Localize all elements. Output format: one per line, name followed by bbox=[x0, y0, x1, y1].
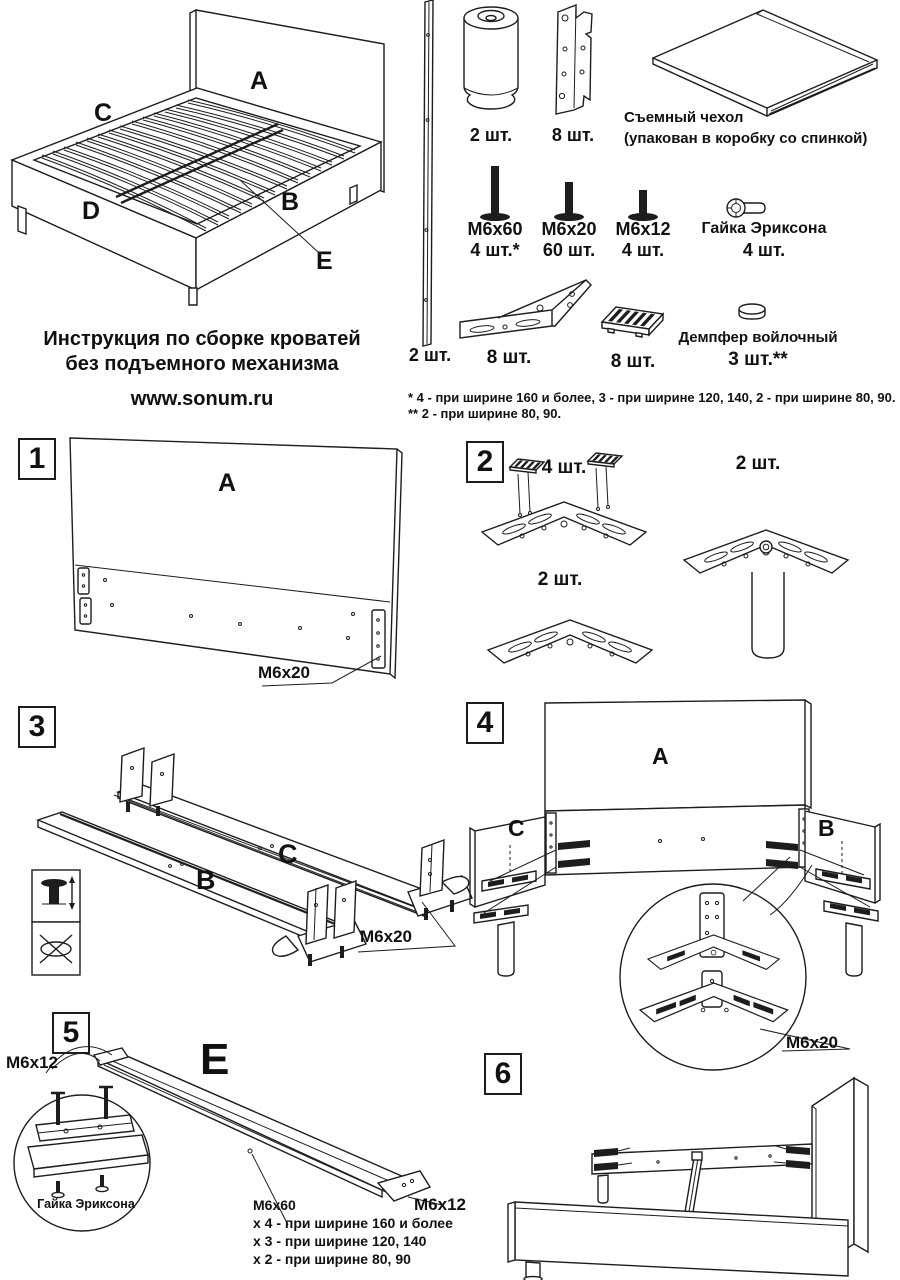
step6-drawing bbox=[480, 1062, 900, 1280]
overview-label-B: B bbox=[281, 188, 300, 216]
part-pad-qty: 8 шт. bbox=[610, 351, 656, 372]
step2-qty-pads: 4 шт. bbox=[541, 457, 587, 478]
step4-label-C: C bbox=[508, 815, 525, 841]
part-pad-drawing bbox=[600, 304, 666, 346]
step3-label-B: B bbox=[196, 865, 216, 895]
step-4-number: 4 bbox=[466, 702, 504, 744]
part-m6x20-qty: 60 шт. bbox=[542, 240, 596, 260]
step3-drawing bbox=[10, 740, 470, 995]
part-leg-drawing bbox=[462, 4, 520, 112]
step5-note-width80: х 2 - при ширине 80, 90 bbox=[253, 1251, 411, 1267]
part-nut-qty: 4 шт. bbox=[742, 240, 786, 260]
part-cover-name: Съемный чехол bbox=[624, 109, 744, 126]
step-1-number: 1 bbox=[18, 438, 56, 480]
step5-callout-m6x12-right: М6х12 bbox=[414, 1195, 466, 1214]
step-2-number: 2 bbox=[466, 441, 504, 483]
step1-label-A: A bbox=[218, 469, 237, 497]
step4-label-A: A bbox=[652, 743, 669, 769]
part-nut-drawing bbox=[726, 197, 768, 219]
bed-overview-drawing bbox=[0, 0, 430, 330]
step5-note-m6x60: М6х60 bbox=[253, 1197, 296, 1213]
step2-qty-leg-plate: 2 шт. bbox=[735, 453, 781, 474]
step1-drawing bbox=[48, 428, 460, 700]
overview-label-A: A bbox=[250, 67, 269, 95]
part-m6x12-label: М6х12 bbox=[615, 219, 671, 239]
overview-label-D: D bbox=[82, 197, 101, 225]
part-bolt-m6x20 bbox=[553, 182, 585, 224]
part-damper-qty: 3 шт.** bbox=[728, 349, 788, 370]
part-cover-note: (упакован в коробку со спинкой) bbox=[624, 130, 868, 147]
overview-label-E: E bbox=[316, 247, 333, 275]
part-bracket-qty: 8 шт. bbox=[486, 347, 532, 368]
part-m6x60-label: М6х60 bbox=[467, 219, 523, 239]
footnote-2: ** 2 - при ширине 80, 90. bbox=[408, 406, 562, 421]
step3-callout-m6x20: М6х20 bbox=[360, 927, 412, 946]
part-bracket-drawing bbox=[458, 278, 600, 348]
part-m6x60-qty: 4 шт.* bbox=[470, 240, 520, 260]
step2-qty-plate: 2 шт. bbox=[537, 569, 583, 590]
step-3-number: 3 bbox=[18, 706, 56, 748]
part-strip-qty: 2 шт. bbox=[408, 345, 452, 365]
part-strip-drawing bbox=[416, 0, 442, 350]
step3-label-C: C bbox=[278, 839, 298, 869]
part-angle-qty: 8 шт. bbox=[551, 125, 595, 145]
page-title-line2: без подъемного механизма bbox=[65, 353, 339, 375]
step5-note-width160: х 4 - при ширине 160 и более bbox=[253, 1215, 453, 1231]
part-m6x20-label: М6х20 bbox=[541, 219, 597, 239]
step-5-number: 5 bbox=[52, 1012, 90, 1054]
part-m6x12-qty: 4 шт. bbox=[621, 240, 665, 260]
footnote-1: * 4 - при ширине 160 и более, 3 - при ширине 120, 140, 2 - при ширине 80, 90. bbox=[408, 390, 896, 405]
step5-callout-nut: Гайка Эриксона bbox=[37, 1197, 135, 1211]
part-nut-label: Гайка Эриксона bbox=[701, 220, 827, 237]
part-cover-drawing bbox=[645, 8, 885, 116]
overview-label-C: C bbox=[94, 99, 113, 127]
website: www.sonum.ru bbox=[130, 388, 274, 410]
step1-callout-m6x20: М6х20 bbox=[258, 663, 310, 682]
part-damper-drawing bbox=[736, 302, 768, 322]
part-bolt-m6x60 bbox=[479, 166, 511, 224]
step4-callout-m6x20: М6х20 bbox=[786, 1033, 838, 1052]
step4-label-B: B bbox=[818, 815, 835, 841]
step5-label-E: E bbox=[200, 1035, 230, 1084]
step4-drawing bbox=[460, 695, 900, 1090]
step-6-number: 6 bbox=[484, 1053, 522, 1095]
part-angle-drawing bbox=[548, 4, 602, 116]
page-title-line1: Инструкция по сборке кроватей bbox=[43, 328, 361, 350]
step5-note-width120: х 3 - при ширине 120, 140 bbox=[253, 1233, 427, 1249]
step5-callout-m6x12-left: М6х12 bbox=[6, 1053, 58, 1072]
part-damper-label: Демпфер войлочный bbox=[678, 329, 838, 346]
part-leg-qty: 2 шт. bbox=[469, 125, 513, 145]
